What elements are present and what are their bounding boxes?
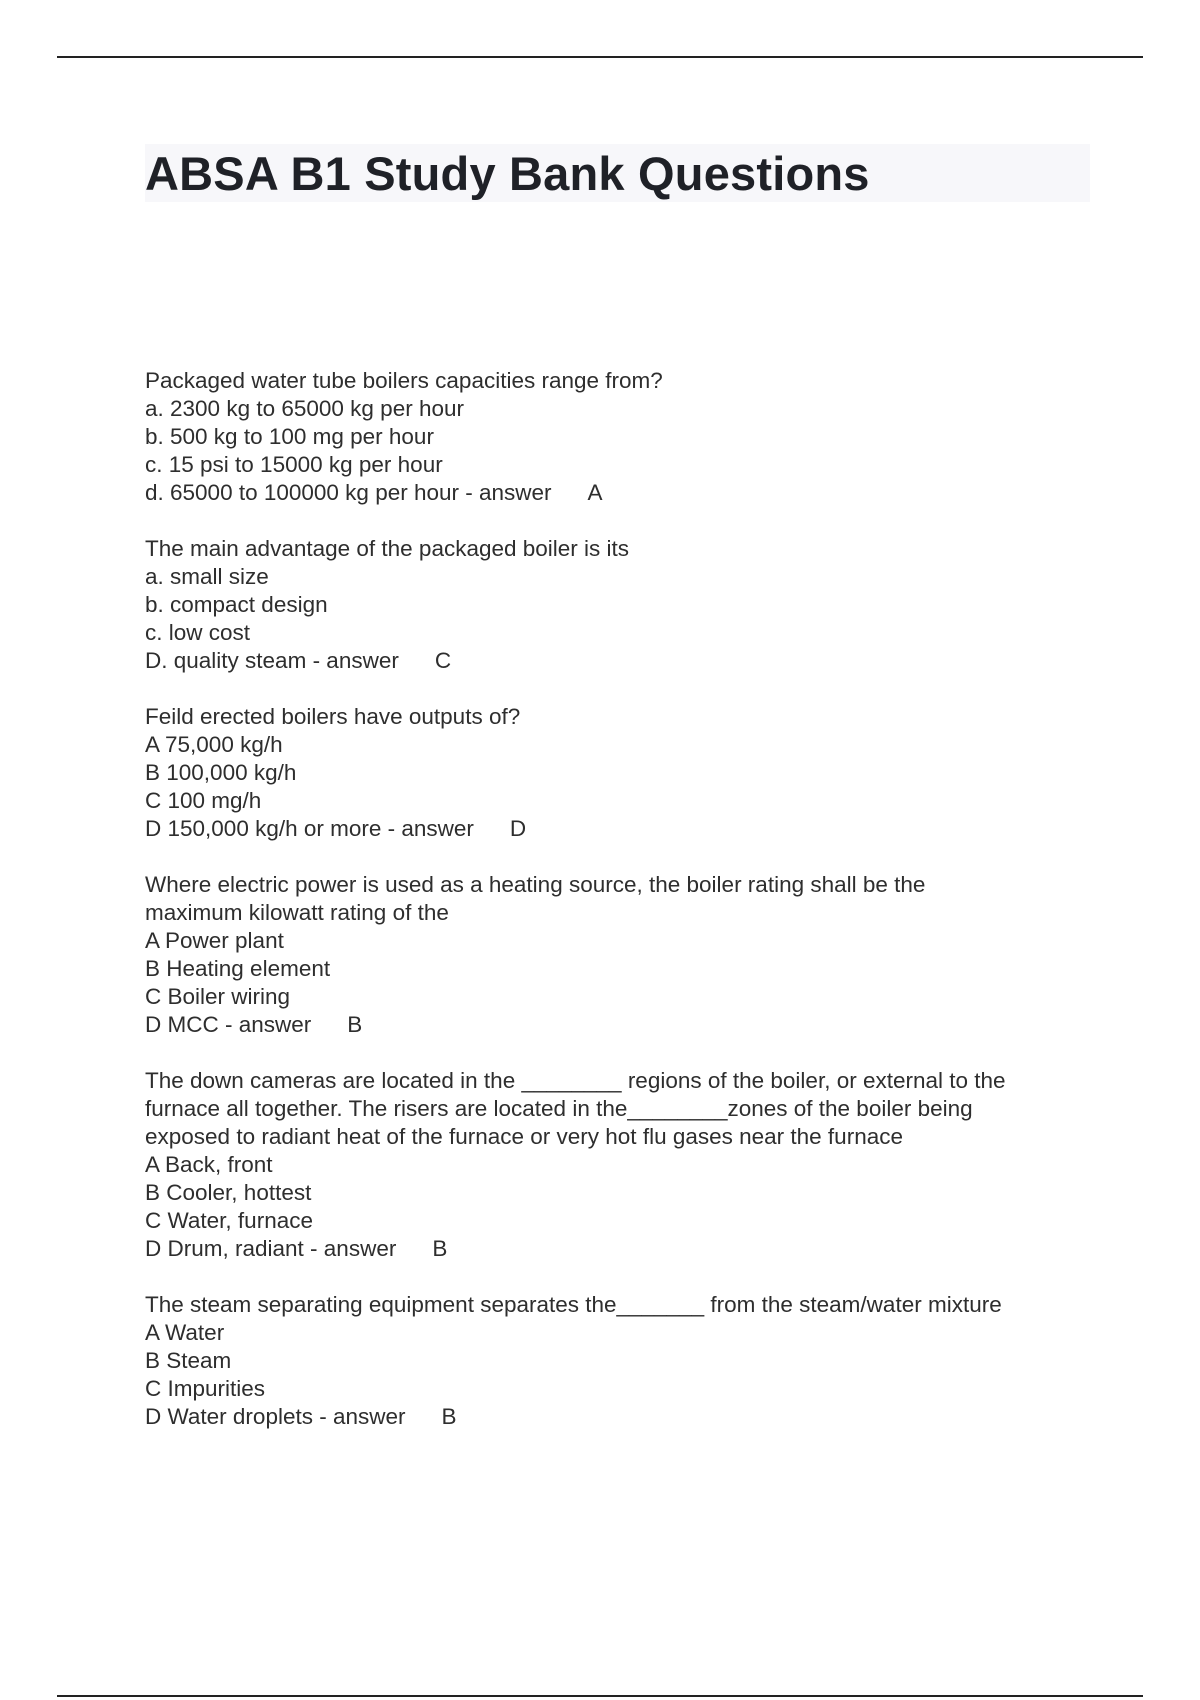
bottom-rule: [57, 1695, 1143, 1697]
option-a: a. small size: [145, 564, 269, 589]
option-d: D MCC - answer: [145, 1012, 312, 1037]
question-list: [145, 367, 1085, 1459]
option-d-with-answer: [145, 1403, 1085, 1431]
question-text: Feild erected boilers have outputs of?: [145, 704, 521, 729]
question-block-1: [145, 367, 1085, 507]
option-a: a. 2300 kg to 65000 kg per hour: [145, 396, 464, 421]
option-d: d. 65000 to 100000 kg per hour - answer: [145, 480, 552, 505]
option-c: C Impurities: [145, 1376, 266, 1401]
option-b: B Heating element: [145, 956, 331, 981]
option-d-with-answer: [145, 1011, 1085, 1039]
option-c: C Water, furnace: [145, 1208, 313, 1233]
question-block-4: [145, 871, 1085, 1039]
option-c: C Boiler wiring: [145, 984, 291, 1009]
answer-key: C: [434, 648, 452, 673]
question-text: The steam separating equipment separates the_______ from the steam/water mixture: [145, 1292, 1002, 1317]
question-text: The main advantage of the packaged boiler is its: [145, 536, 630, 561]
page-title: ABSA B1 Study Bank Questions: [145, 147, 870, 200]
answer-key: B: [441, 1404, 457, 1429]
option-d: D 150,000 kg/h or more - answer: [145, 816, 474, 841]
option-d-with-answer: [145, 1235, 1085, 1263]
question-text-line-1: Where electric power is used as a heating source, the boiler rating shall be the: [145, 872, 926, 897]
question-text-line-2: maximum kilowatt rating of the: [145, 900, 449, 925]
answer-key: B: [347, 1012, 363, 1037]
question-text-line-3: exposed to radiant heat of the furnace or very hot flu gases near the furnace: [145, 1124, 903, 1149]
option-a: A Back, front: [145, 1152, 273, 1177]
question-block-5: [145, 1067, 1085, 1263]
answer-key: D: [509, 816, 527, 841]
top-rule: [57, 56, 1143, 58]
option-a: A 75,000 kg/h: [145, 732, 283, 757]
option-b: B 100,000 kg/h: [145, 760, 297, 785]
answer-key: A: [587, 480, 603, 505]
question-block-2: [145, 535, 1085, 675]
option-d: D Water droplets - answer: [145, 1404, 406, 1429]
option-c: c. low cost: [145, 620, 251, 645]
question-text-line-2: furnace all together. The risers are located in the________zones of the boiler being: [145, 1096, 973, 1121]
question-block-3: [145, 703, 1085, 843]
answer-key: B: [432, 1236, 448, 1261]
option-c: C 100 mg/h: [145, 788, 262, 813]
option-a: A Water: [145, 1320, 225, 1345]
question-block-6: [145, 1291, 1085, 1431]
option-c: c. 15 psi to 15000 kg per hour: [145, 452, 443, 477]
option-b: B Cooler, hottest: [145, 1180, 312, 1205]
option-d-with-answer: [145, 479, 1085, 507]
option-b: b. compact design: [145, 592, 328, 617]
option-d: D Drum, radiant - answer: [145, 1236, 397, 1261]
option-b: B Steam: [145, 1348, 232, 1373]
option-a: A Power plant: [145, 928, 284, 953]
option-d-with-answer: [145, 815, 1085, 843]
option-b: b. 500 kg to 100 mg per hour: [145, 424, 434, 449]
option-d: D. quality steam - answer: [145, 648, 399, 673]
question-text: Packaged water tube boilers capacities range from?: [145, 368, 663, 393]
option-d-with-answer: [145, 647, 1085, 675]
question-text-line-1: The down cameras are located in the ________ regions of the boiler, or external to the: [145, 1068, 1006, 1093]
